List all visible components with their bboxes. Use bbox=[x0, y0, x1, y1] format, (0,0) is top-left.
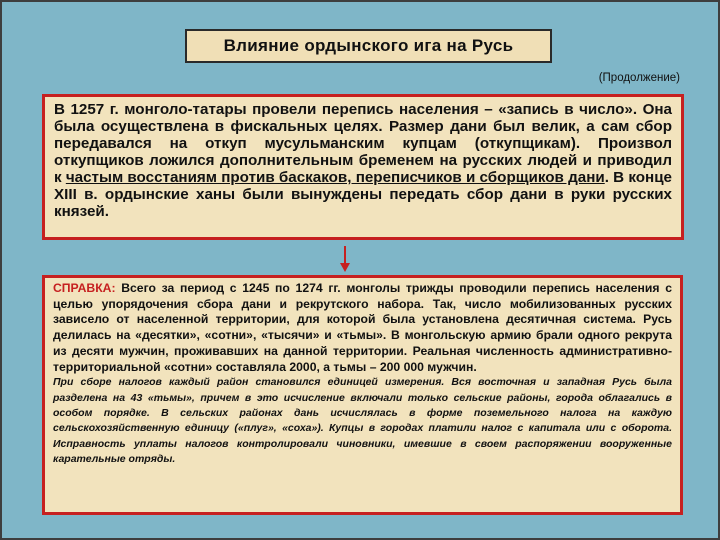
reference-box bbox=[42, 275, 683, 515]
reference-paragraph bbox=[53, 281, 672, 375]
reference-note: При сборе налогов каждый район становился единицей измерения. Вся восточная и западная Русь была разделена на 43 «тьмы», причем в это исчисление включали только сельские районы, города облагались в особом порядке. В сельских районах дань исчислялась в форме поземельного налога на каждую сельскохозяйственную единицу («плуг», «соха»). Купцы в городах платили налог с капитала или с оборота. Исправность уплаты налогов контролировали чиновники, имевшие в своем распоряжении вооруженные карательные отряды. bbox=[53, 376, 672, 466]
subtitle: (Продолжение) bbox=[598, 72, 680, 84]
main-text-underlined: частым восстаниям против баскаков, переписчиков и сборщиков дани bbox=[65, 169, 605, 186]
main-text-part1: В 1257 г. монголо-татары провели перепись населения – «запись в число». Она была осуществлена в фискальных целях. Размер дани был велик, а сам сбор передавался на откуп мусульманским купцам (откупщикам). Произвол откупщиков ложился дополнительным бременем на русских людей и приводил к bbox=[54, 101, 672, 186]
slide bbox=[2, 2, 718, 538]
reference-label: СПРАВКА: bbox=[53, 281, 116, 295]
main-text-part2: . В конце XIII в. ордынские ханы были вынуждены передать сбор дани в руки русских князей. bbox=[54, 169, 673, 220]
title-text: Влияние ордынского ига на Русь bbox=[223, 36, 514, 55]
arrow-down-icon bbox=[340, 246, 350, 272]
reference-text: Всего за период с 1245 по 1274 гг. монголы трижды проводили перепись населения с целью упорядочения сбора дани и рекрутского набора. Так, число мобилизованных русских зависело от населенной территории, для которой была установлена десятичная система. Русь делилась на «десятки», «сотни», «тысячи» и «тьмы». В монгольскую армию брали одного рекрута из десяти мужчин, проживавших на данной территории. Реальная численность административно-территориальной «сотни» составляла 2000, а тьмы – 200 000 мужчин. bbox=[53, 281, 672, 374]
main-paragraph bbox=[54, 101, 672, 220]
main-text-box bbox=[42, 94, 684, 240]
page-title bbox=[185, 29, 552, 63]
